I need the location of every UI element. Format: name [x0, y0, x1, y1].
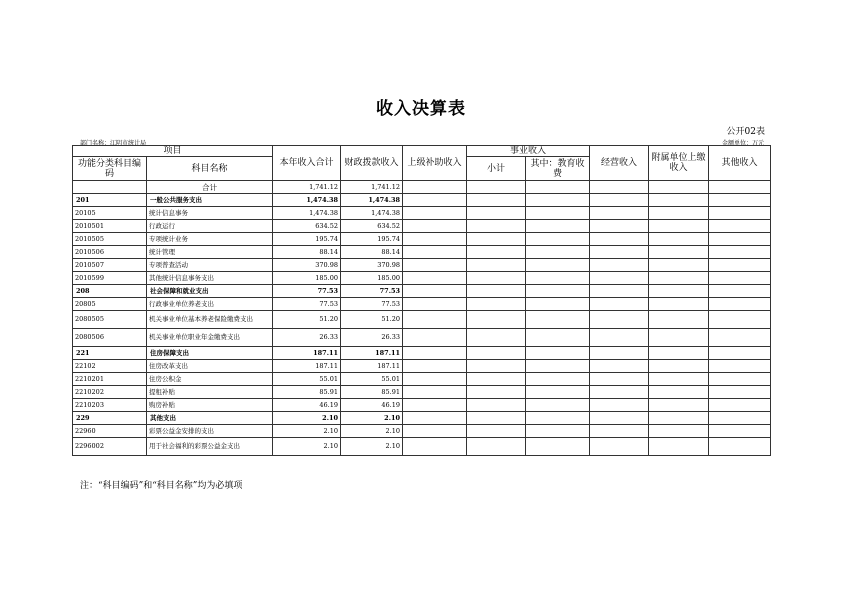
row-total: 2.10: [273, 412, 341, 425]
row-name: 其他统计信息事务支出: [147, 272, 273, 285]
row-subtotal: [467, 207, 526, 220]
row-other: [709, 425, 771, 438]
row-business: [590, 425, 649, 438]
row-edu: [526, 233, 590, 246]
row-upper: [403, 194, 467, 207]
row-name: 机关事业单位职业年金缴费支出: [147, 329, 273, 347]
row-total: 77.53: [273, 285, 341, 298]
row-code: [73, 181, 147, 194]
row-fiscal: 187.11: [341, 360, 403, 373]
row-fiscal: 2.10: [341, 438, 403, 456]
row-name: 用于社会福利的彩票公益金支出: [147, 438, 273, 456]
row-code: 201: [73, 194, 147, 207]
row-fiscal: 1,741.12: [341, 181, 403, 194]
department-name: 部门名称：江阴市统计局: [80, 140, 147, 147]
row-subtotal: [467, 194, 526, 207]
row-total: 634.52: [273, 220, 341, 233]
row-code: 2010507: [73, 259, 147, 272]
row-edu: [526, 360, 590, 373]
row-code: 229: [73, 412, 147, 425]
row-business: [590, 386, 649, 399]
row-fiscal: 2.10: [341, 412, 403, 425]
row-name: 专项普查活动: [147, 259, 273, 272]
row-code: 2010505: [73, 233, 147, 246]
row-total: 85.91: [273, 386, 341, 399]
row-affiliate: [649, 399, 709, 412]
row-total: 195.74: [273, 233, 341, 246]
row-fiscal: 26.33: [341, 329, 403, 347]
row-subtotal: [467, 425, 526, 438]
row-upper: [403, 438, 467, 456]
row-total: 2.10: [273, 438, 341, 456]
row-other: [709, 373, 771, 386]
row-business: [590, 438, 649, 456]
table-row: [73, 399, 771, 412]
income-table: [72, 145, 771, 456]
row-upper: [403, 298, 467, 311]
header-other: 其他收入: [709, 146, 771, 181]
row-edu: [526, 298, 590, 311]
row-edu: [526, 412, 590, 425]
row-edu: [526, 259, 590, 272]
row-name: 行政运行: [147, 220, 273, 233]
row-affiliate: [649, 194, 709, 207]
row-upper: [403, 360, 467, 373]
row-subtotal: [467, 246, 526, 259]
row-subtotal: [467, 399, 526, 412]
header-affiliate: 附属单位上缴收入: [649, 146, 709, 181]
row-code: 2210201: [73, 373, 147, 386]
row-affiliate: [649, 373, 709, 386]
table-row: [73, 207, 771, 220]
row-edu: [526, 438, 590, 456]
row-name: 合计: [147, 181, 273, 194]
row-business: [590, 298, 649, 311]
row-business: [590, 194, 649, 207]
row-affiliate: [649, 220, 709, 233]
page-title: 收入决算表: [376, 99, 466, 119]
row-fiscal: 1,474.38: [341, 207, 403, 220]
table-row: [73, 181, 771, 194]
header-business: 经营收入: [590, 146, 649, 181]
row-upper: [403, 425, 467, 438]
row-business: [590, 347, 649, 360]
header-fiscal: 财政拨款收入: [341, 146, 403, 181]
row-upper: [403, 373, 467, 386]
row-total: 55.01: [273, 373, 341, 386]
row-affiliate: [649, 329, 709, 347]
row-subtotal: [467, 373, 526, 386]
row-name: 提租补贴: [147, 386, 273, 399]
header-code: 功能分类科目编码: [73, 157, 147, 181]
header-item: 项目: [73, 146, 273, 157]
row-name: 机关事业单位基本养老保险缴费支出: [147, 311, 273, 329]
row-business: [590, 329, 649, 347]
table-row: [73, 412, 771, 425]
row-other: [709, 399, 771, 412]
row-fiscal: 77.53: [341, 298, 403, 311]
row-name: 专项统计业务: [147, 233, 273, 246]
row-edu: [526, 329, 590, 347]
table-row: [73, 373, 771, 386]
row-edu: [526, 181, 590, 194]
row-other: [709, 233, 771, 246]
row-business: [590, 360, 649, 373]
row-code: 2210203: [73, 399, 147, 412]
row-name: 一般公共服务支出: [147, 194, 273, 207]
row-total: 185.00: [273, 272, 341, 285]
row-fiscal: 85.91: [341, 386, 403, 399]
row-affiliate: [649, 207, 709, 220]
row-other: [709, 386, 771, 399]
row-edu: [526, 386, 590, 399]
row-code: 2010599: [73, 272, 147, 285]
row-fiscal: 634.52: [341, 220, 403, 233]
row-upper: [403, 246, 467, 259]
row-upper: [403, 259, 467, 272]
row-business: [590, 285, 649, 298]
row-subtotal: [467, 347, 526, 360]
row-name: 统计管理: [147, 246, 273, 259]
row-upper: [403, 386, 467, 399]
row-subtotal: [467, 259, 526, 272]
row-code: 208: [73, 285, 147, 298]
row-total: 1,474.38: [273, 207, 341, 220]
footnote: 注：“科目编码”和“科目名称”均为必填项: [80, 481, 243, 491]
row-other: [709, 329, 771, 347]
table-row: [73, 425, 771, 438]
row-fiscal: 51.20: [341, 311, 403, 329]
row-business: [590, 233, 649, 246]
row-other: [709, 259, 771, 272]
row-affiliate: [649, 285, 709, 298]
row-affiliate: [649, 233, 709, 246]
row-edu: [526, 373, 590, 386]
header-edu: 其中：教育收费: [526, 157, 590, 181]
row-subtotal: [467, 220, 526, 233]
row-affiliate: [649, 347, 709, 360]
row-total: 88.14: [273, 246, 341, 259]
row-name: 住房改革支出: [147, 360, 273, 373]
header-total: 本年收入合计: [273, 146, 341, 181]
row-edu: [526, 220, 590, 233]
row-business: [590, 246, 649, 259]
row-affiliate: [649, 181, 709, 194]
row-edu: [526, 311, 590, 329]
row-fiscal: 185.00: [341, 272, 403, 285]
table-row: [73, 259, 771, 272]
amount-unit: 金额单位：万元: [721, 140, 764, 147]
row-code: 20105: [73, 207, 147, 220]
row-edu: [526, 347, 590, 360]
row-subtotal: [467, 329, 526, 347]
row-subtotal: [467, 386, 526, 399]
row-total: 1,474.38: [273, 194, 341, 207]
table-row: [73, 347, 771, 360]
row-subtotal: [467, 360, 526, 373]
header-name: 科目名称: [147, 157, 273, 181]
row-other: [709, 272, 771, 285]
row-code: 2296002: [73, 438, 147, 456]
row-other: [709, 194, 771, 207]
table-row: [73, 194, 771, 207]
row-other: [709, 360, 771, 373]
row-other: [709, 220, 771, 233]
row-affiliate: [649, 298, 709, 311]
row-business: [590, 373, 649, 386]
row-code: 2010506: [73, 246, 147, 259]
row-affiliate: [649, 272, 709, 285]
row-edu: [526, 285, 590, 298]
row-affiliate: [649, 259, 709, 272]
row-fiscal: 195.74: [341, 233, 403, 246]
row-edu: [526, 194, 590, 207]
row-total: 2.10: [273, 425, 341, 438]
header-upper: 上级补助收入: [403, 146, 467, 181]
row-upper: [403, 207, 467, 220]
row-code: 2080506: [73, 329, 147, 347]
row-total: 1,741.12: [273, 181, 341, 194]
row-upper: [403, 399, 467, 412]
row-affiliate: [649, 360, 709, 373]
row-name: 彩票公益金安排的支出: [147, 425, 273, 438]
row-other: [709, 285, 771, 298]
row-affiliate: [649, 412, 709, 425]
row-name: 住房公积金: [147, 373, 273, 386]
table-row: [73, 360, 771, 373]
table-row: [73, 311, 771, 329]
row-other: [709, 412, 771, 425]
row-other: [709, 181, 771, 194]
table-row: [73, 246, 771, 259]
row-business: [590, 181, 649, 194]
row-other: [709, 207, 771, 220]
row-code: 22102: [73, 360, 147, 373]
row-subtotal: [467, 181, 526, 194]
row-fiscal: 77.53: [341, 285, 403, 298]
row-edu: [526, 399, 590, 412]
row-business: [590, 412, 649, 425]
row-upper: [403, 311, 467, 329]
row-business: [590, 259, 649, 272]
row-total: 187.11: [273, 360, 341, 373]
row-edu: [526, 207, 590, 220]
row-code: 221: [73, 347, 147, 360]
table-row: [73, 233, 771, 246]
table-row: [73, 285, 771, 298]
row-name: 住房保障支出: [147, 347, 273, 360]
row-other: [709, 246, 771, 259]
row-code: 2080505: [73, 311, 147, 329]
row-name: 行政事业单位养老支出: [147, 298, 273, 311]
row-subtotal: [467, 298, 526, 311]
row-business: [590, 399, 649, 412]
row-total: 370.98: [273, 259, 341, 272]
row-other: [709, 438, 771, 456]
form-number: 公开02表: [726, 127, 765, 137]
row-business: [590, 311, 649, 329]
row-fiscal: 187.11: [341, 347, 403, 360]
row-upper: [403, 220, 467, 233]
row-edu: [526, 272, 590, 285]
row-total: 51.20: [273, 311, 341, 329]
row-subtotal: [467, 233, 526, 246]
row-subtotal: [467, 412, 526, 425]
row-upper: [403, 347, 467, 360]
row-other: [709, 347, 771, 360]
row-subtotal: [467, 285, 526, 298]
row-upper: [403, 181, 467, 194]
row-business: [590, 220, 649, 233]
row-edu: [526, 425, 590, 438]
row-total: 26.33: [273, 329, 341, 347]
row-business: [590, 272, 649, 285]
row-subtotal: [467, 438, 526, 456]
row-fiscal: 1,474.38: [341, 194, 403, 207]
row-upper: [403, 285, 467, 298]
row-fiscal: 370.98: [341, 259, 403, 272]
row-affiliate: [649, 425, 709, 438]
table-row: [73, 220, 771, 233]
row-total: 77.53: [273, 298, 341, 311]
row-subtotal: [467, 272, 526, 285]
row-affiliate: [649, 246, 709, 259]
header-career: 事业收入: [467, 146, 590, 157]
row-edu: [526, 246, 590, 259]
row-name: 社会保障和就业支出: [147, 285, 273, 298]
row-other: [709, 311, 771, 329]
table-row: [73, 272, 771, 285]
row-name: 统计信息事务: [147, 207, 273, 220]
table-row: [73, 329, 771, 347]
table-row: [73, 386, 771, 399]
row-affiliate: [649, 311, 709, 329]
row-name: 其他支出: [147, 412, 273, 425]
row-total: 46.19: [273, 399, 341, 412]
row-affiliate: [649, 386, 709, 399]
row-affiliate: [649, 438, 709, 456]
row-name: 购房补贴: [147, 399, 273, 412]
row-fiscal: 55.01: [341, 373, 403, 386]
row-business: [590, 207, 649, 220]
row-fiscal: 46.19: [341, 399, 403, 412]
row-other: [709, 298, 771, 311]
row-fiscal: 2.10: [341, 425, 403, 438]
table-row: [73, 298, 771, 311]
row-upper: [403, 233, 467, 246]
row-code: 2010501: [73, 220, 147, 233]
row-upper: [403, 412, 467, 425]
row-subtotal: [467, 311, 526, 329]
row-code: 22960: [73, 425, 147, 438]
row-total: 187.11: [273, 347, 341, 360]
row-code: 2210202: [73, 386, 147, 399]
header-subtotal: 小计: [467, 157, 526, 181]
row-upper: [403, 329, 467, 347]
row-code: 20805: [73, 298, 147, 311]
row-upper: [403, 272, 467, 285]
table-row: [73, 438, 771, 456]
row-fiscal: 88.14: [341, 246, 403, 259]
